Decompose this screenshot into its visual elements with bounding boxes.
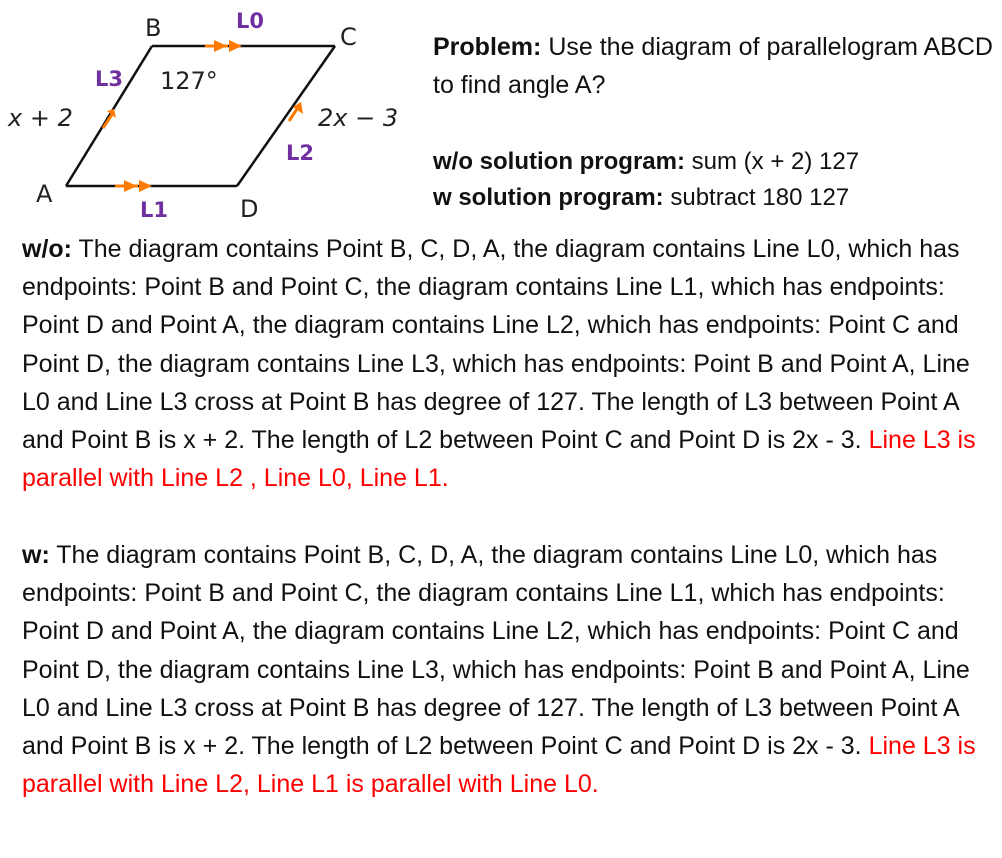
side-ab-label: x + 2 bbox=[8, 104, 73, 132]
point-b-label: B bbox=[145, 14, 162, 42]
line-l2-label: L2 bbox=[286, 141, 314, 165]
program-with-label: w solution program: bbox=[433, 184, 664, 211]
description-without-program bbox=[22, 230, 997, 497]
problem-text: Use the diagram of parallelogram ABCD to find angle A? bbox=[433, 33, 993, 99]
description-without-label: w/o: bbox=[22, 235, 72, 263]
problem-statement bbox=[433, 28, 993, 104]
line-l1-label: L1 bbox=[140, 198, 168, 222]
description-with-text: The diagram contains Point B, C, D, A, the diagram contains Line L0, which has endpoints: Point B and Point C, the diagram contains Line L1, which has endpoints: Point D and Point A, the diagram contains Line L2, which has endpoints: Point C and Point D, the diagram contains Line L3, which has endpoints: Point B and Point A, Line L0 and Line L3 cross at Point B has degree of 127. The length of L3 between Point A and Point B is x + 2. The length of L2 between Point C and Point D is 2x - 3. bbox=[22, 541, 970, 761]
description-without-parallel: Line L3 is parallel with Line L2 , Line L0, Line L1. bbox=[22, 426, 976, 493]
description-with-program bbox=[22, 536, 997, 803]
point-d-label: D bbox=[240, 195, 259, 223]
program-without-text: sum (x + 2) 127 bbox=[691, 148, 860, 175]
line-l3-label: L3 bbox=[95, 67, 123, 91]
line-l0-label: L0 bbox=[236, 9, 264, 33]
point-c-label: C bbox=[340, 23, 357, 51]
problem-label: Problem: bbox=[433, 33, 542, 61]
parallelogram-diagram bbox=[0, 0, 430, 230]
program-without-label: w/o solution program: bbox=[433, 148, 685, 175]
description-with-parallel: Line L3 is parallel with Line L2, Line L1 is parallel with Line L0. bbox=[22, 732, 976, 799]
arrow-l1-2 bbox=[139, 180, 152, 192]
program-with bbox=[433, 180, 998, 216]
angle-b-label: 127° bbox=[160, 67, 218, 95]
description-without-text: The diagram contains Point B, C, D, A, the diagram contains Line L0, which has endpoints: Point B and Point C, the diagram contains Line L1, which has endpoints: Point D and Point A, the diagram contains Line L2, which has endpoints: Point C and Point D, the diagram contains Line L3, which has endpoints: Point B and Point A, Line L0 and Line L3 cross at Point B has degree of 127. The length of L3 between Point A and Point B is x + 2. The length of L2 between Point C and Point D is 2x - 3. bbox=[22, 235, 970, 455]
description-with-label: w: bbox=[22, 541, 50, 569]
arrow-l0-2 bbox=[229, 40, 242, 52]
solution-programs bbox=[433, 144, 998, 216]
program-without bbox=[433, 144, 998, 180]
program-with-text: subtract 180 127 bbox=[670, 184, 850, 211]
point-a-label: A bbox=[36, 180, 53, 208]
side-cd-label: 2x − 3 bbox=[318, 104, 399, 132]
